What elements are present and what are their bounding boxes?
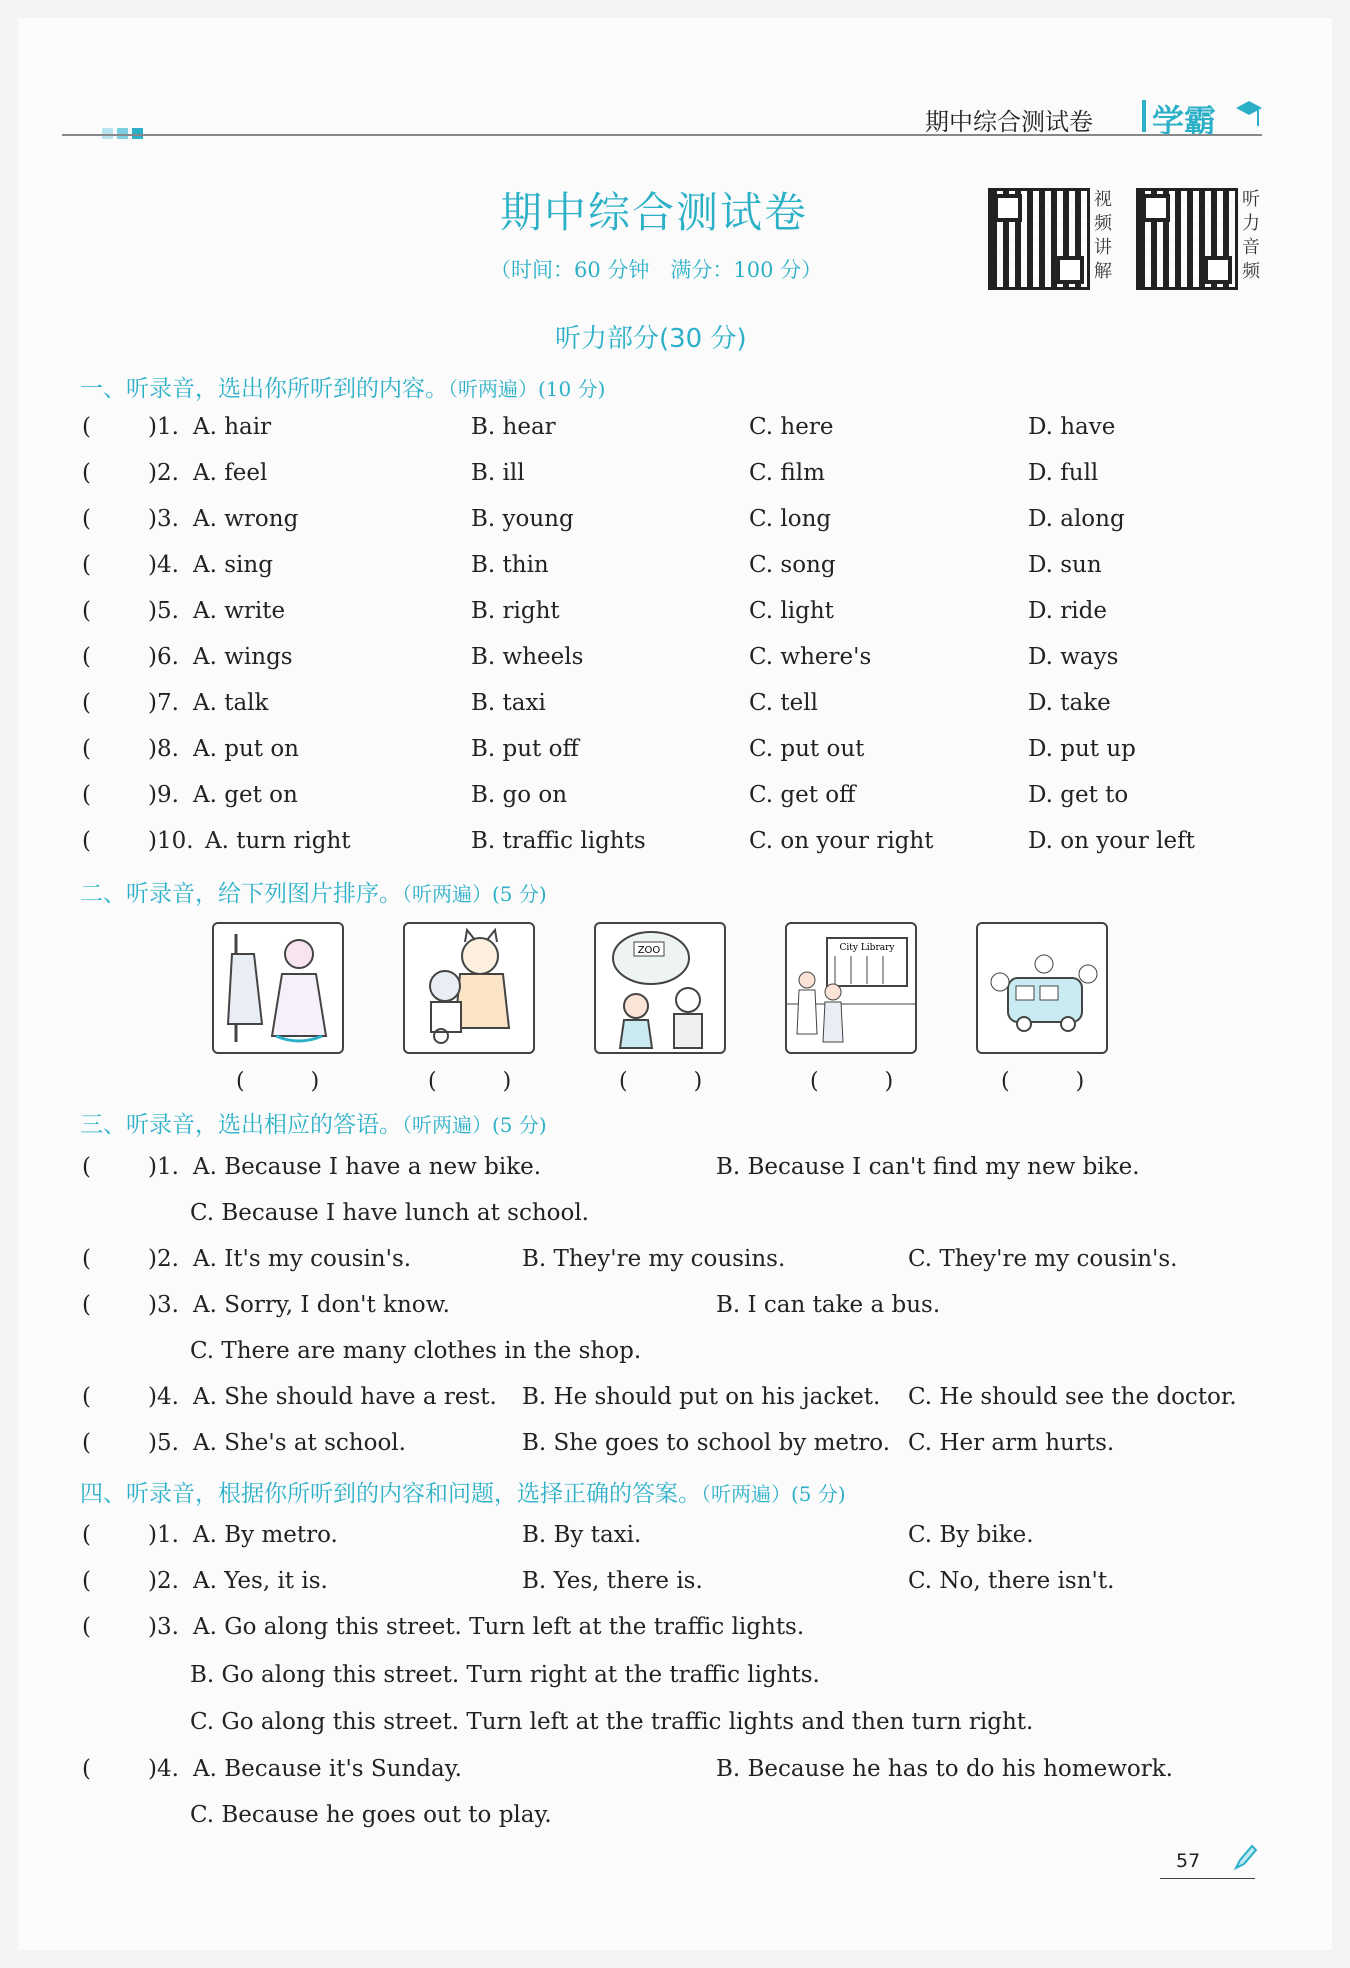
answer-blank[interactable]: (	[82, 690, 91, 716]
option-b: B. Yes, there is.	[522, 1568, 703, 1594]
picture-order-blank[interactable]: ( )	[619, 1069, 703, 1094]
option-a: A. Go along this street. Turn left at the traffic lights.	[193, 1614, 805, 1640]
question-number: )4.	[148, 552, 179, 578]
section-4-heading	[80, 1475, 846, 1508]
option-a: A. talk	[193, 690, 269, 716]
answer-blank[interactable]: (	[82, 1292, 91, 1318]
section-1-title: 一、听录音，选出你所听到的内容。	[80, 376, 448, 402]
option-a: A. get on	[193, 782, 298, 808]
option-b: B. Because he has to do his homework.	[716, 1756, 1173, 1782]
option-c: C. long	[749, 506, 832, 532]
picture-coat-girl	[212, 922, 344, 1054]
library-sign-text: City Library	[839, 943, 895, 953]
option-a: A. Sorry, I don't know.	[193, 1292, 450, 1318]
picture-cat-family	[403, 922, 535, 1054]
option-a: A. Because I have a new bike.	[193, 1154, 542, 1180]
pencil-icon	[1232, 1842, 1258, 1872]
option-a: A. wrong	[193, 506, 299, 532]
option-c: C. Because I have lunch at school.	[190, 1200, 589, 1226]
question-number: )1.	[148, 414, 179, 440]
option-b: B. wheels	[471, 644, 584, 670]
option-c: C. He should see the doctor.	[908, 1384, 1237, 1410]
option-c: C. light	[749, 598, 834, 624]
option-b: B. go on	[471, 782, 568, 808]
audio-qr-code[interactable]	[1136, 188, 1238, 290]
question-number: )1.	[148, 1154, 179, 1180]
video-qr-code[interactable]	[988, 188, 1090, 290]
question-number: )8.	[148, 736, 179, 762]
option-c: C. They're my cousin's.	[908, 1246, 1178, 1272]
answer-blank[interactable]: (	[82, 1154, 91, 1180]
question-number: )3.	[148, 1292, 179, 1318]
section-4-note: （听两遍）(5 分)	[701, 1482, 846, 1506]
answer-blank[interactable]: (	[82, 552, 91, 578]
section-2-title: 二、听录音，给下列图片排序。	[80, 881, 402, 907]
answer-blank[interactable]: (	[82, 1430, 91, 1456]
option-c: C. No, there isn't.	[908, 1568, 1115, 1594]
option-b: B. He should put on his jacket.	[522, 1384, 881, 1410]
zoo-sign-text: ZOO	[637, 945, 661, 956]
question-number: )1.	[148, 1522, 179, 1548]
option-a: A. write	[193, 598, 286, 624]
question-number: )7.	[148, 690, 179, 716]
picture-order-blank[interactable]: ( )	[236, 1069, 320, 1094]
question-number: )2.	[148, 460, 179, 486]
option-c: C. put out	[749, 736, 865, 762]
option-a: A. put on	[193, 736, 299, 762]
option-a: A. By metro.	[193, 1522, 338, 1548]
picture-animal-bus	[976, 922, 1108, 1054]
option-c: C. where's	[749, 644, 872, 670]
answer-blank[interactable]: (	[82, 736, 91, 762]
graduation-cap-icon	[1234, 98, 1264, 132]
option-b: B. She goes to school by metro.	[522, 1430, 891, 1456]
question-number: )4.	[148, 1384, 179, 1410]
option-d: D. full	[1028, 460, 1099, 486]
option-b: B. I can take a bus.	[716, 1292, 941, 1318]
question-number: )5.	[148, 598, 179, 624]
option-c: C. Her arm hurts.	[908, 1430, 1115, 1456]
option-b: B. They're my cousins.	[522, 1246, 786, 1272]
picture-order-blank[interactable]: ( )	[428, 1069, 512, 1094]
question-number: )3.	[148, 506, 179, 532]
question-number: )3.	[148, 1614, 179, 1640]
answer-blank[interactable]: (	[82, 1756, 91, 1782]
picture-order-blank[interactable]: ( )	[810, 1069, 894, 1094]
option-d: D. on your left	[1028, 828, 1195, 854]
option-c: C. on your right	[749, 828, 934, 854]
option-d: D. have	[1028, 414, 1116, 440]
option-c: C. film	[749, 460, 825, 486]
answer-blank[interactable]: (	[82, 1384, 91, 1410]
option-a: A. wings	[193, 644, 293, 670]
brand-divider	[1142, 100, 1146, 132]
picture-city-library	[785, 922, 917, 1054]
option-d: D. along	[1028, 506, 1125, 532]
page-number: 57	[1176, 1850, 1201, 1872]
answer-blank[interactable]: (	[82, 644, 91, 670]
answer-blank[interactable]: (	[82, 414, 91, 440]
question-number: )9.	[148, 782, 179, 808]
option-b: B. right	[471, 598, 560, 624]
answer-blank[interactable]: (	[82, 828, 91, 854]
option-a: A. hair	[193, 414, 272, 440]
picture-zoo-directions	[594, 922, 726, 1054]
answer-blank[interactable]: (	[82, 598, 91, 624]
section-1-note: （听两遍）(10 分)	[448, 377, 606, 401]
option-b: B. traffic lights	[471, 828, 646, 854]
option-a: A. feel	[193, 460, 268, 486]
option-b: B. Go along this street. Turn right at the traffic lights.	[190, 1662, 820, 1688]
section-2-note: （听两遍）(5 分)	[402, 882, 547, 906]
option-c: C. tell	[749, 690, 818, 716]
answer-blank[interactable]: (	[82, 1246, 91, 1272]
option-d: D. sun	[1028, 552, 1102, 578]
question-number: )10.	[148, 828, 194, 854]
option-a: A. She should have a rest.	[193, 1384, 497, 1410]
section-3-note: （听两遍）(5 分)	[402, 1113, 547, 1137]
answer-blank[interactable]: (	[82, 1522, 91, 1548]
answer-blank[interactable]: (	[82, 782, 91, 808]
option-c: C. Because he goes out to play.	[190, 1802, 552, 1828]
option-a: A. Yes, it is.	[193, 1568, 328, 1594]
question-number: )4.	[148, 1756, 179, 1782]
option-d: D. get to	[1028, 782, 1129, 808]
option-b: B. put off	[471, 736, 579, 762]
video-qr-label: 视频讲解	[1094, 189, 1112, 282]
listening-part-title: 听力部分(30 分)	[555, 324, 747, 354]
page-title: 期中综合测试卷	[500, 188, 809, 237]
option-b: B. thin	[471, 552, 549, 578]
option-b: B. Because I can't find my new bike.	[716, 1154, 1140, 1180]
question-number: )2.	[148, 1568, 179, 1594]
answer-blank[interactable]: (	[82, 1614, 91, 1640]
running-title: 期中综合测试卷	[925, 108, 1093, 136]
section-1-heading	[80, 370, 605, 403]
question-number: )6.	[148, 644, 179, 670]
question-number: )2.	[148, 1246, 179, 1272]
option-c: C. By bike.	[908, 1522, 1034, 1548]
option-c: C. here	[749, 414, 834, 440]
section-4-title: 四、听录音，根据你所听到的内容和问题，选择正确的答案。	[80, 1481, 701, 1507]
section-3-heading	[80, 1106, 547, 1139]
option-a: A. Because it's Sunday.	[193, 1756, 462, 1782]
option-c: C. song	[749, 552, 836, 578]
answer-blank[interactable]: (	[82, 1568, 91, 1594]
picture-order-blank[interactable]: ( )	[1001, 1069, 1085, 1094]
header-rule	[62, 134, 1262, 136]
option-c: C. There are many clothes in the shop.	[190, 1338, 642, 1364]
footer-rule	[1160, 1878, 1255, 1879]
option-d: D. ride	[1028, 598, 1107, 624]
answer-blank[interactable]: (	[82, 506, 91, 532]
option-b: B. ill	[471, 460, 525, 486]
option-a: A. sing	[193, 552, 273, 578]
answer-blank[interactable]: (	[82, 460, 91, 486]
option-d: D. ways	[1028, 644, 1119, 670]
option-c: C. Go along this street. Turn left at the traffic lights and then turn right.	[190, 1709, 1034, 1735]
option-d: D. take	[1028, 690, 1111, 716]
option-a: A. It's my cousin's.	[193, 1246, 412, 1272]
option-c: C. get off	[749, 782, 856, 808]
time-score-info: （时间：60 分钟 满分：100 分）	[490, 258, 823, 282]
option-b: B. young	[471, 506, 574, 532]
option-a: A. turn right	[205, 828, 351, 854]
option-b: B. By taxi.	[522, 1522, 642, 1548]
option-d: D. put up	[1028, 736, 1136, 762]
option-b: B. hear	[471, 414, 556, 440]
option-b: B. taxi	[471, 690, 546, 716]
question-number: )5.	[148, 1430, 179, 1456]
section-3-title: 三、听录音，选出相应的答语。	[80, 1112, 402, 1138]
option-a: A. She's at school.	[193, 1430, 406, 1456]
brand-logo: 学霸	[1152, 102, 1217, 140]
audio-qr-label: 听力音频	[1242, 189, 1260, 282]
section-2-heading	[80, 875, 547, 908]
